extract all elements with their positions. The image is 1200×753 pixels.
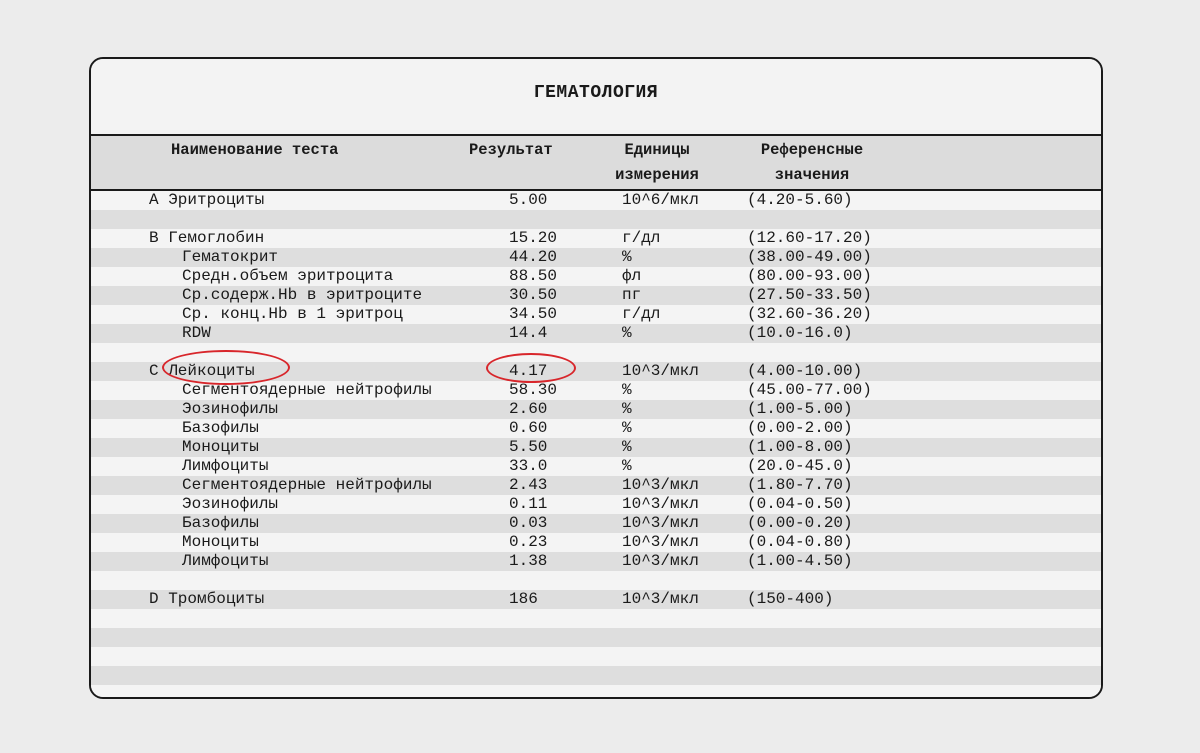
table-row bbox=[91, 552, 1101, 571]
hematology-report bbox=[89, 57, 1103, 699]
table-row bbox=[91, 362, 1101, 381]
reference-range: (12.60-17.20) bbox=[747, 229, 872, 247]
result-value: 186 bbox=[509, 590, 538, 608]
reference-range: (1.00-5.00) bbox=[747, 400, 853, 418]
reference-range: (1.00-4.50) bbox=[747, 552, 853, 570]
results-table bbox=[91, 191, 1101, 699]
result-value: 0.23 bbox=[509, 533, 548, 551]
table-row bbox=[91, 286, 1101, 305]
test-name: A Эритроциты bbox=[149, 191, 265, 209]
unit: % bbox=[622, 457, 632, 475]
table-row-blank bbox=[91, 609, 1101, 628]
result-value: 88.50 bbox=[509, 267, 558, 285]
table-header bbox=[91, 136, 1101, 191]
table-row bbox=[91, 457, 1101, 476]
reference-range: (4.20-5.60) bbox=[747, 191, 853, 209]
table-row bbox=[91, 191, 1101, 210]
table-row-blank bbox=[91, 647, 1101, 666]
table-row bbox=[91, 476, 1101, 495]
unit: % bbox=[622, 419, 632, 437]
reference-range: (1.00-8.00) bbox=[747, 438, 853, 456]
table-row bbox=[91, 248, 1101, 267]
test-name: Эозинофилы bbox=[182, 495, 279, 513]
result-value: 15.20 bbox=[509, 229, 558, 247]
report-title: ГЕМАТОЛОГИЯ bbox=[533, 83, 659, 103]
table-row-blank bbox=[91, 666, 1101, 685]
test-name: Базофилы bbox=[182, 419, 259, 437]
reference-range: (38.00-49.00) bbox=[747, 248, 872, 266]
test-name: D Тромбоциты bbox=[149, 590, 265, 608]
test-name: Моноциты bbox=[182, 533, 259, 551]
table-row bbox=[91, 400, 1101, 419]
test-name: C Лейкоциты bbox=[149, 362, 255, 380]
result-value: 58.30 bbox=[509, 381, 558, 399]
unit: г/дл bbox=[622, 305, 661, 323]
header-result: Результат bbox=[469, 141, 553, 159]
unit: % bbox=[622, 324, 632, 342]
table-row-blank bbox=[91, 571, 1101, 590]
result-value: 44.20 bbox=[509, 248, 558, 266]
result-value: 34.50 bbox=[509, 305, 558, 323]
reference-range: (4.00-10.00) bbox=[747, 362, 863, 380]
result-value: 2.60 bbox=[509, 400, 548, 418]
unit: 10^3/мкл bbox=[622, 362, 699, 380]
unit: % bbox=[622, 400, 632, 418]
test-name: Гематокрит bbox=[182, 248, 279, 266]
test-name: Лимфоциты bbox=[182, 457, 269, 475]
test-name: B Гемоглобин bbox=[149, 229, 265, 247]
table-row bbox=[91, 438, 1101, 457]
unit: фл bbox=[622, 267, 642, 285]
result-value: 14.4 bbox=[509, 324, 548, 342]
table-row bbox=[91, 381, 1101, 400]
reference-range: (0.04-0.80) bbox=[747, 533, 853, 551]
unit: 10^3/мкл bbox=[622, 514, 699, 532]
header-test-name: Наименование теста bbox=[171, 141, 339, 159]
table-row bbox=[91, 514, 1101, 533]
header-reference: Референсные значения bbox=[760, 141, 864, 184]
reference-range: (32.60-36.20) bbox=[747, 305, 872, 323]
table-row bbox=[91, 229, 1101, 248]
unit: 10^3/мкл bbox=[622, 476, 699, 494]
test-name: RDW bbox=[182, 324, 211, 342]
reference-range: (45.00-77.00) bbox=[747, 381, 872, 399]
test-name: Базофилы bbox=[182, 514, 259, 532]
unit: 10^3/мкл bbox=[622, 533, 699, 551]
unit: % bbox=[622, 248, 632, 266]
table-row bbox=[91, 495, 1101, 514]
unit: 10^3/мкл bbox=[622, 590, 699, 608]
table-row bbox=[91, 305, 1101, 324]
table-row-blank bbox=[91, 343, 1101, 362]
result-value: 1.38 bbox=[509, 552, 548, 570]
test-name: Сегментоядерные нейтрофилы bbox=[182, 476, 432, 494]
result-value: 5.00 bbox=[509, 191, 548, 209]
result-value: 30.50 bbox=[509, 286, 558, 304]
result-value: 0.60 bbox=[509, 419, 548, 437]
test-name: Ср. конц.Hb в 1 эритроц bbox=[182, 305, 403, 323]
result-value: 33.0 bbox=[509, 457, 548, 475]
reference-range: (150-400) bbox=[747, 590, 834, 608]
reference-range: (20.0-45.0) bbox=[747, 457, 853, 475]
test-name: Эозинофилы bbox=[182, 400, 279, 418]
unit: 10^3/мкл bbox=[622, 495, 699, 513]
reference-range: (0.04-0.50) bbox=[747, 495, 853, 513]
reference-range: (10.0-16.0) bbox=[747, 324, 853, 342]
test-name: Ср.содерж.Hb в эритроците bbox=[182, 286, 423, 304]
table-row-blank bbox=[91, 628, 1101, 647]
table-row bbox=[91, 533, 1101, 552]
table-row bbox=[91, 267, 1101, 286]
test-name: Лимфоциты bbox=[182, 552, 269, 570]
reference-range: (0.00-2.00) bbox=[747, 419, 853, 437]
title-band bbox=[91, 59, 1101, 136]
result-value: 0.03 bbox=[509, 514, 548, 532]
unit: 10^3/мкл bbox=[622, 552, 699, 570]
reference-range: (1.80-7.70) bbox=[747, 476, 853, 494]
unit: % bbox=[622, 438, 632, 456]
table-row-blank bbox=[91, 210, 1101, 229]
result-value: 5.50 bbox=[509, 438, 548, 456]
result-value: 0.11 bbox=[509, 495, 548, 513]
test-name: Средн.объем эритроцита bbox=[182, 267, 394, 285]
unit: 10^6/мкл bbox=[622, 191, 699, 209]
header-units: Единицы измерения bbox=[615, 141, 699, 184]
unit: г/дл bbox=[622, 229, 661, 247]
table-row-blank bbox=[91, 685, 1101, 699]
reference-range: (0.00-0.20) bbox=[747, 514, 853, 532]
result-value: 2.43 bbox=[509, 476, 548, 494]
table-row bbox=[91, 590, 1101, 609]
unit: пг bbox=[622, 286, 642, 304]
unit: % bbox=[622, 381, 632, 399]
reference-range: (27.50-33.50) bbox=[747, 286, 872, 304]
test-name: Моноциты bbox=[182, 438, 259, 456]
result-value: 4.17 bbox=[509, 362, 548, 380]
test-name: Сегментоядерные нейтрофилы bbox=[182, 381, 432, 399]
reference-range: (80.00-93.00) bbox=[747, 267, 872, 285]
table-row bbox=[91, 324, 1101, 343]
table-row bbox=[91, 419, 1101, 438]
